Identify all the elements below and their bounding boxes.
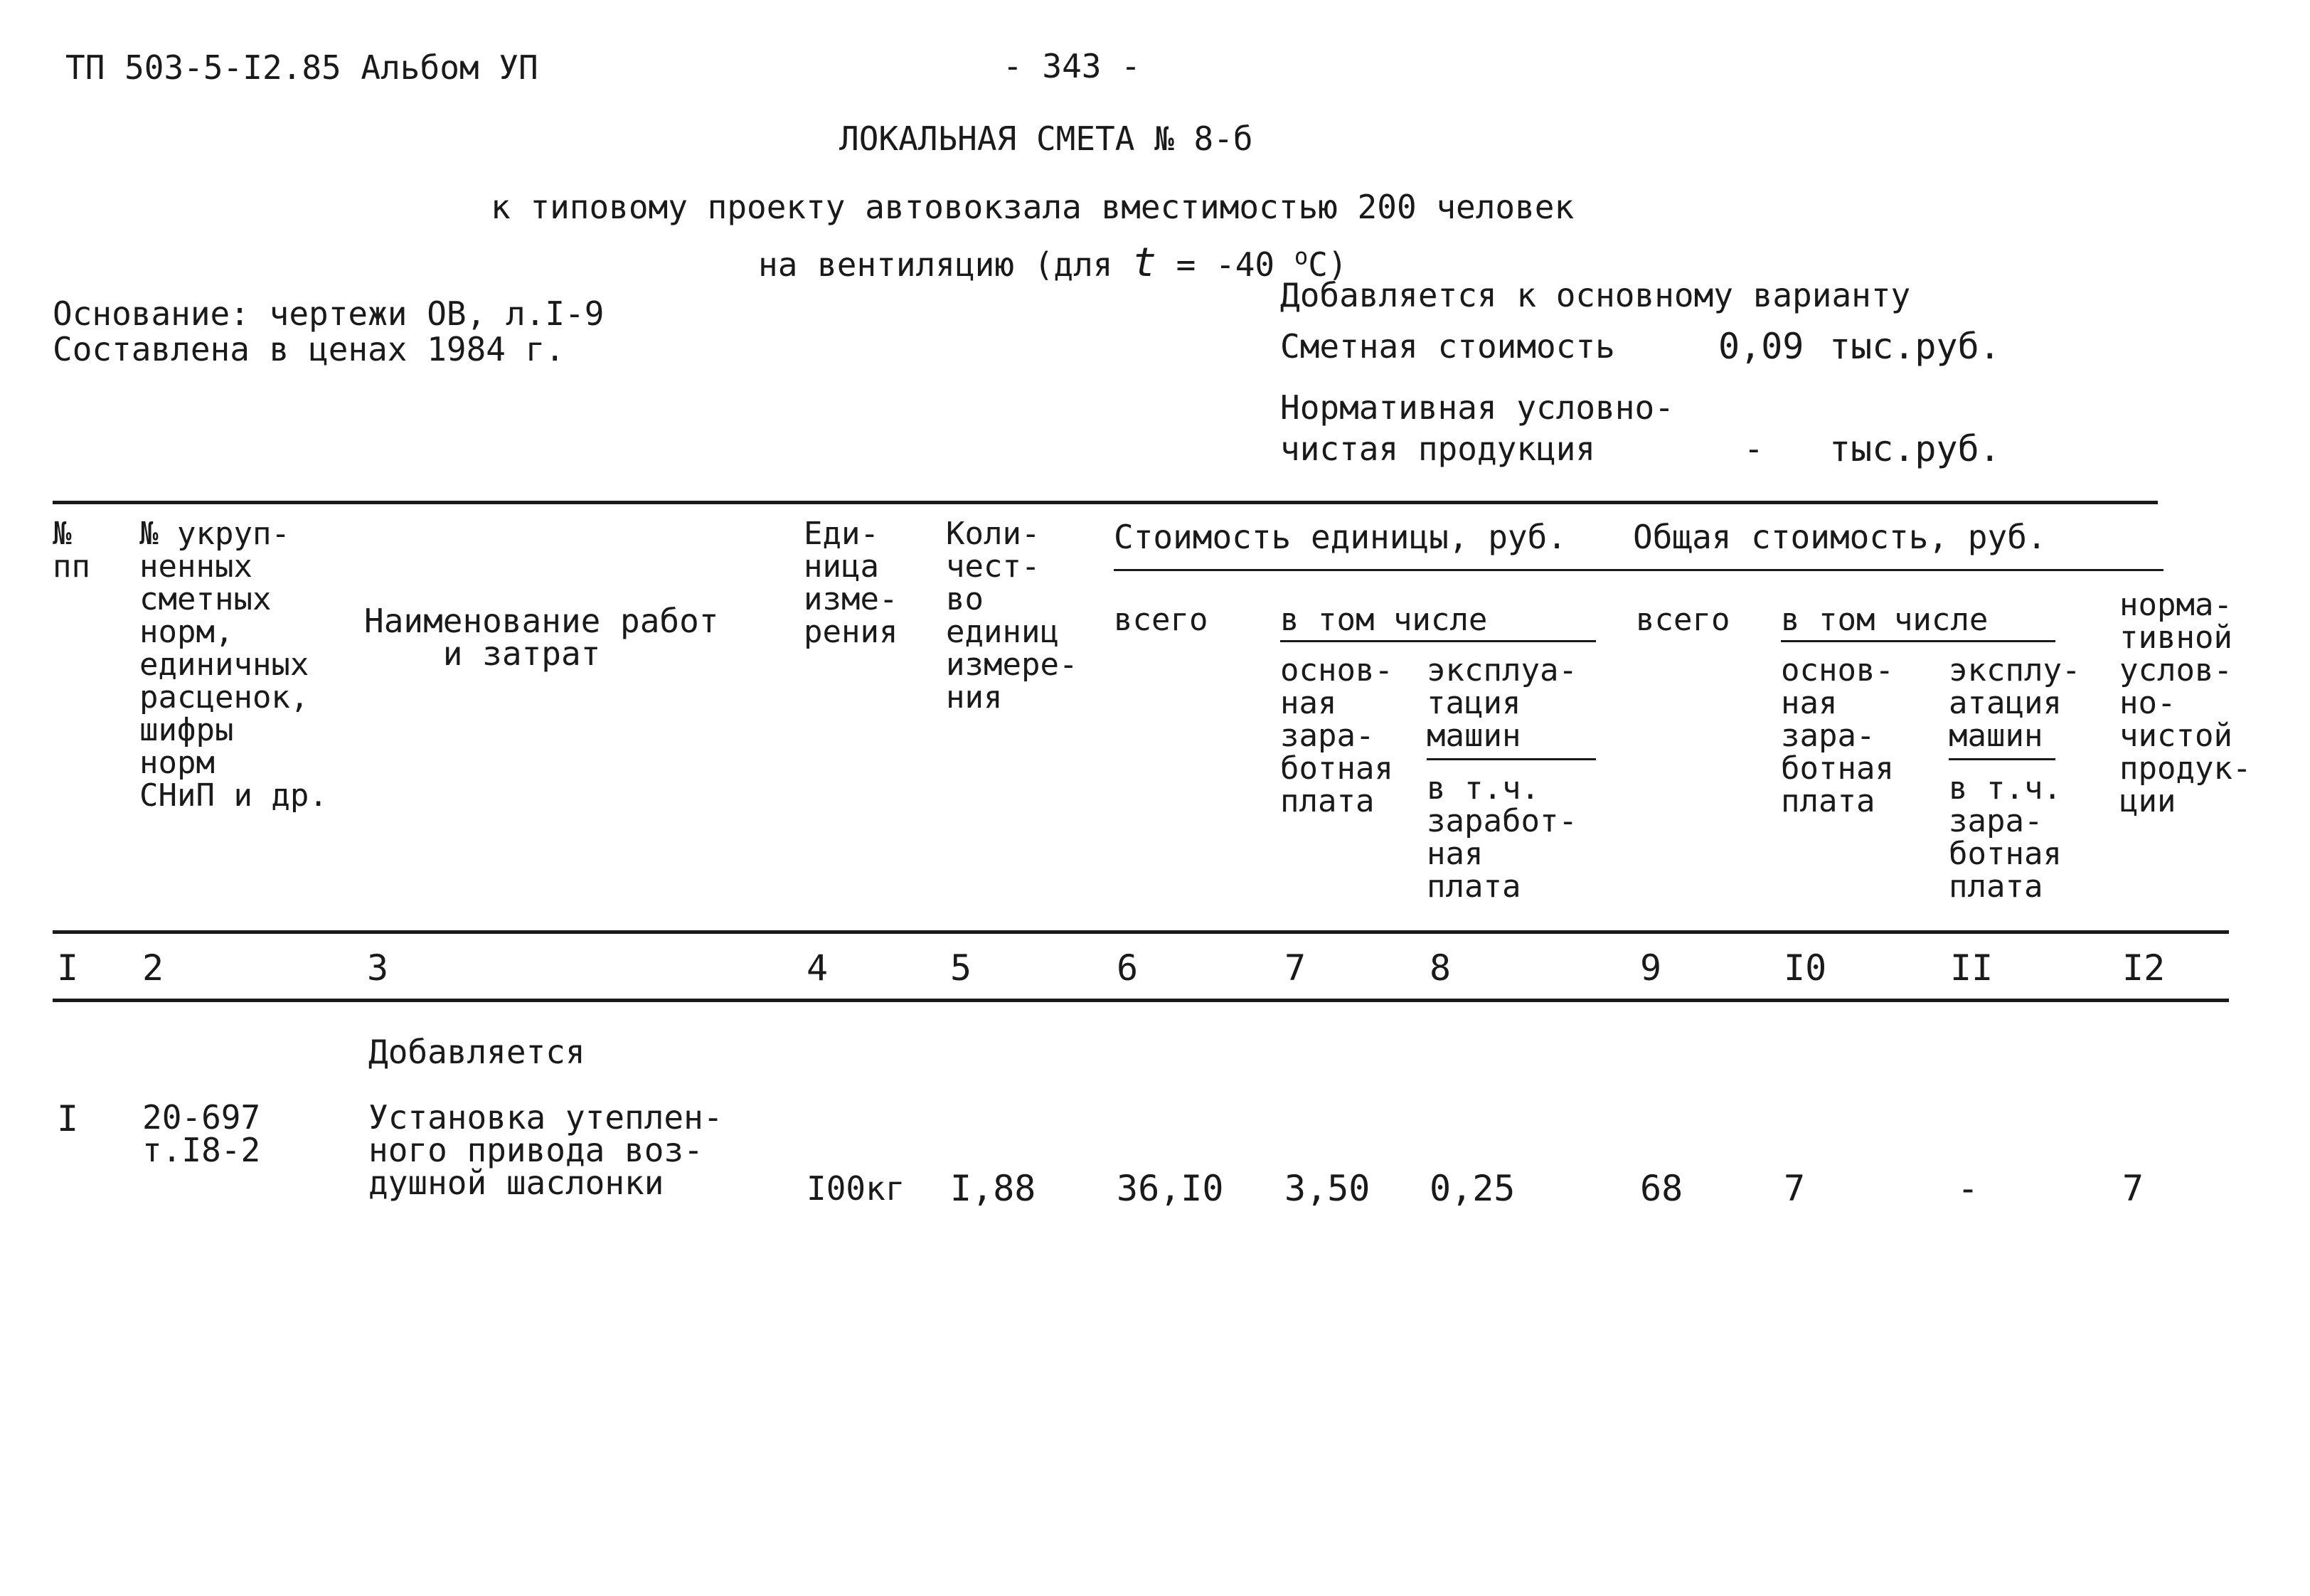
subtitle-temperature: = -40 [1176,245,1275,284]
normative-unit: тыс.руб. [1829,428,2001,469]
row-total-machines: - [1957,1168,1979,1209]
col-number-11: II [1950,947,1994,989]
page-number: - 343 - [1003,47,1141,85]
unit-cost-group-header: Стоимость единицы, руб. [1114,518,1567,556]
row-number: I [57,1098,79,1139]
col-header-unit: Еди- ница изме- рения [804,516,898,650]
subtitle-line-2 [758,240,1348,286]
col-header-unit-machines: эксплуа- тация машин [1427,652,1577,754]
basis-prices: Составлена в ценах 1984 г. [53,330,565,368]
col-number-10: I0 [1784,947,1827,989]
estimated-cost-label: Сметная стоимость [1280,327,1615,366]
row-unit-wage: 3,50 [1284,1168,1370,1209]
col-header-code: № укруп- ненных сметных норм, единичных расценок, шифры норм СНиП и др. [139,516,328,814]
document-title: ЛОКАЛЬНАЯ СМЕТА № 8-б [839,119,1253,158]
col-number-1: I [57,947,79,989]
col-header-total-wage: основ- ная зара- ботная плата [1781,652,1894,819]
col-header-total-machines-wage: в т.ч. зара- ботная плата [1949,770,2062,905]
album-label: ТП 503-5-I2.85 Альбом УП [65,48,538,87]
row-code: 20-697 т.I8-2 [142,1098,261,1169]
col-header-name: Наименование работ и затрат [364,602,719,673]
col-number-7: 7 [1284,947,1306,989]
row-quantity: I,88 [950,1168,1036,1209]
col-header-unit-wage: основ- ная зара- ботная плата [1280,652,1393,819]
added-to-variant: Добавляется к основному варианту [1280,276,1911,314]
column-numbers-rule [53,999,2229,1002]
row-unit: I00кг [807,1169,905,1208]
col-header-unit-total: всего [1114,602,1208,638]
estimated-cost-unit: тыс.руб. [1829,326,2001,367]
col-number-2: 2 [142,947,164,989]
normative-value: - [1744,430,1764,468]
table-top-rule [53,501,2158,504]
total-cost-group-header: Общая стоимость, руб. [1633,518,2047,556]
col-header-total: всего [1636,602,1730,638]
incl-header-total: в том числе [1781,602,1989,638]
subtitle-line-1: к типовому проекту автовокзала вместимостью 200 человек [491,188,1575,226]
col-header-total-machines: эксплу- атация машин [1949,652,2081,754]
col-number-6: 6 [1117,947,1139,989]
subtitle-t-symbol: t [1132,240,1156,286]
col-header-normative: норма- тивной услов- но- чистой продук- ции [2119,587,2252,819]
row-unit-machines: 0,25 [1430,1168,1516,1209]
incl-underline-unit [1280,640,1596,642]
col-header-quantity: Коли- чест- во единиц измере- ния [946,516,1078,715]
row-total: 68 [1640,1168,1683,1209]
col-number-4: 4 [807,947,829,989]
subtitle-prefix: на вентиляцию (для [758,245,1113,284]
col-number-3: 3 [367,947,389,989]
col-number-8: 8 [1430,947,1452,989]
cost-group-rule [1114,569,2163,571]
subtitle-degree: o [1294,243,1309,270]
col-header-unit-machines-wage: в т.ч. заработ- ная плата [1427,770,1577,905]
incl-underline-total [1781,640,2055,642]
col-number-5: 5 [950,947,972,989]
machines-underline-total [1949,758,2055,760]
basis-drawings: Основание: чертежи ОВ, л.I-9 [53,294,605,333]
col-number-12: I2 [2122,947,2166,989]
col-number-9: 9 [1640,947,1662,989]
col-header-number: № пп [53,516,90,585]
row-normative: 7 [2122,1168,2144,1209]
row-total-wage: 7 [1784,1168,1806,1209]
normative-label-1: Нормативная условно- [1280,388,1674,427]
estimated-cost-value: 0,09 [1718,326,1804,367]
machines-underline-unit [1427,758,1596,760]
header-bottom-rule [53,930,2229,934]
row-unit-total: 36,I0 [1117,1168,1224,1209]
subtitle-unit: C) [1308,245,1348,284]
incl-header-unit: в том числе [1280,602,1488,638]
section-label: Добавляется [368,1033,585,1071]
normative-label-2: чистая продукция [1280,430,1596,468]
row-name: Установка утеплен- ного привода воз- душной шаслонки [368,1098,723,1202]
